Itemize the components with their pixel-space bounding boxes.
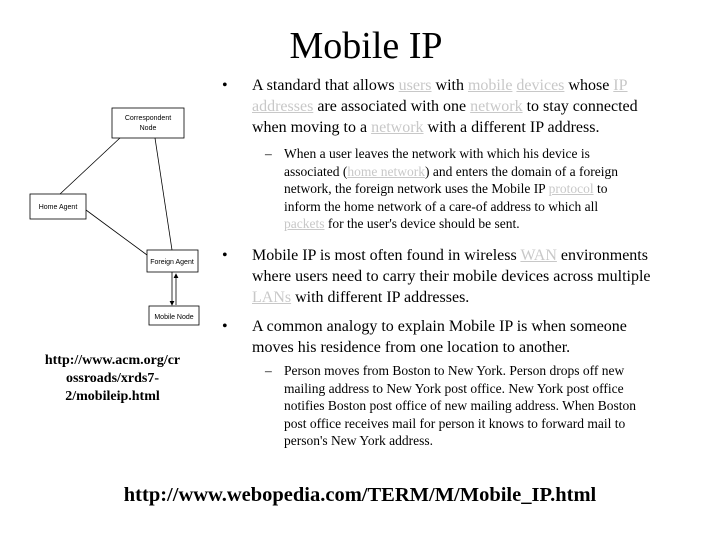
source-url-acm-line: 2/mobileip.html xyxy=(65,389,160,404)
text-line xyxy=(284,145,618,163)
glossary-link[interactable]: packets xyxy=(284,216,325,231)
text-line xyxy=(284,180,618,198)
bullet-marker: • xyxy=(222,77,228,94)
text-segment: mailing address to New York post office. New York post office xyxy=(284,380,624,396)
text-segment: A standard that allows xyxy=(252,77,399,94)
text-segment: ) and enters the domain of a foreign xyxy=(424,163,619,179)
text-line xyxy=(252,337,627,358)
subbullet-text xyxy=(284,145,618,233)
mobile-node-label: Mobile Node xyxy=(154,314,194,321)
text-segment: to xyxy=(593,181,608,196)
text-line xyxy=(284,415,636,433)
text-segment: associated ( xyxy=(284,163,348,179)
text-segment: network, the foreign network uses the Mobile IP xyxy=(284,181,549,196)
home-agent-label: Home Agent xyxy=(38,204,78,211)
source-url-acm-line: ossroads/xrds7- xyxy=(65,371,160,386)
link-correspondent-home xyxy=(60,137,121,194)
text-line xyxy=(252,316,627,337)
text-line xyxy=(284,198,618,216)
correspondent-node-box xyxy=(112,108,184,138)
text-line xyxy=(252,75,638,96)
source-url-acm-line: http://www.acm.org/cr xyxy=(44,353,181,368)
glossary-link[interactable]: network xyxy=(470,98,523,115)
subbullet-marker: – xyxy=(265,146,272,161)
glossary-link[interactable]: users xyxy=(398,77,432,94)
text-segment: environments xyxy=(556,247,648,264)
text-line xyxy=(252,117,638,138)
text-segment: Mobile IP is most often found in wireless xyxy=(252,247,521,264)
text-segment: post office receives mail for person it knows to forward mail to xyxy=(284,415,626,431)
foreign-agent-label: Foreign Agent xyxy=(150,259,194,266)
source-url-webopedia[interactable]: http://www.webopedia.com/TERM/M/Mobile_IP.html xyxy=(123,484,597,506)
correspondent-node-label-2: Node xyxy=(139,125,157,132)
text-line xyxy=(252,96,638,117)
subbullet-marker: – xyxy=(265,363,272,378)
text-line xyxy=(284,163,618,181)
bullet-marker: • xyxy=(222,318,228,335)
text-segment: whose xyxy=(564,77,614,94)
glossary-link[interactable]: LANs xyxy=(252,289,292,306)
text-line xyxy=(284,362,636,380)
text-segment: inform the home network of a care-of address to which all xyxy=(284,198,599,214)
mobile-ip-diagram xyxy=(0,95,210,335)
bullet-text xyxy=(252,245,651,308)
link-correspondent-foreign xyxy=(155,138,172,250)
text-segment: to stay connected xyxy=(522,98,638,115)
text-segment: moves his residence from one location to another. xyxy=(252,339,571,356)
text-segment: with a different IP address. xyxy=(423,119,600,136)
text-segment: When a user leaves the network with which his device is xyxy=(284,146,590,161)
text-line xyxy=(284,432,636,450)
text-line xyxy=(284,215,618,233)
text-segment: Person moves from Boston to New York. Person drops off new xyxy=(284,363,625,378)
glossary-link[interactable]: mobile xyxy=(467,77,513,94)
text-segment: where users need to carry their mobile devices across multiple xyxy=(252,268,651,285)
source-url-acm[interactable] xyxy=(25,352,200,406)
glossary-link[interactable]: addresses xyxy=(252,98,314,115)
text-line xyxy=(284,397,636,415)
glossary-link[interactable]: IP xyxy=(613,77,628,94)
glossary-link[interactable]: WAN xyxy=(520,247,557,264)
text-line xyxy=(284,380,636,398)
text-segment: for the user's device should be sent. xyxy=(324,216,520,231)
glossary-link[interactable]: network xyxy=(371,119,424,136)
glossary-link[interactable]: protocol xyxy=(548,181,594,196)
text-line xyxy=(252,245,651,266)
link-home-foreign xyxy=(86,210,147,255)
text-line xyxy=(252,266,651,287)
text-segment: A common analogy to explain Mobile IP is when someone xyxy=(252,318,627,335)
glossary-link[interactable]: home network xyxy=(347,163,425,179)
text-segment: notifies Boston post office of new mailing address. When Boston xyxy=(284,398,636,413)
text-segment: person's New York address. xyxy=(284,433,434,448)
glossary-link[interactable]: devices xyxy=(516,77,565,94)
slide-title: Mobile IP xyxy=(289,25,443,67)
bullet-marker: • xyxy=(222,247,228,264)
bullet-text xyxy=(252,75,638,138)
text-segment: are associated with one xyxy=(313,98,471,115)
bullet-text xyxy=(252,316,627,358)
text-line xyxy=(252,287,651,308)
text-segment: with xyxy=(431,77,468,94)
subbullet-text xyxy=(284,362,636,450)
text-segment: with different IP addresses. xyxy=(291,289,470,306)
text-segment: when moving to a xyxy=(252,119,372,136)
correspondent-node-label-1: Correspondent xyxy=(124,115,172,122)
